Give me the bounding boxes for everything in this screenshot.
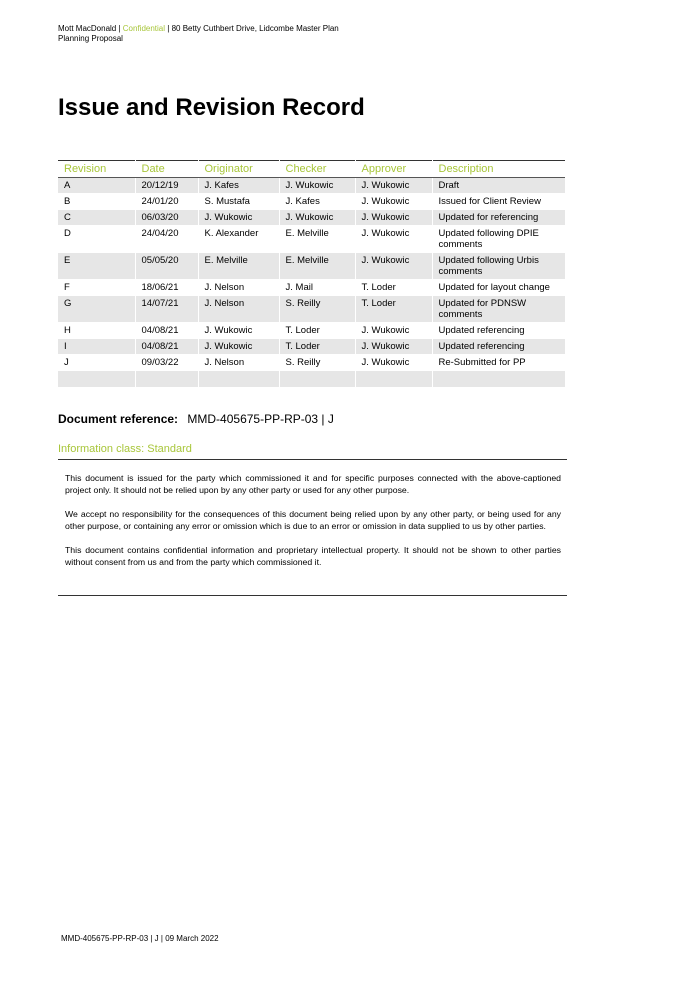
cell-revision: F: [58, 280, 135, 296]
cell-revision: D: [58, 226, 135, 253]
cell-description: Updated referencing: [432, 323, 565, 339]
cell-originator: J. Nelson: [198, 280, 279, 296]
cell-date: 05/05/20: [135, 253, 198, 280]
cell-revision: C: [58, 210, 135, 226]
disclaimer-paragraph: This document is issued for the party which commissioned it and for specific purposes connected with the above-captioned project only. It should not be relied upon by any other party or used for any other purpose.: [65, 473, 561, 495]
cell-description: Re-Submitted for PP: [432, 355, 565, 371]
cell-originator: J. Kafes: [198, 178, 279, 194]
cell-revision: A: [58, 178, 135, 194]
table-row: [58, 253, 565, 280]
cell-approver: J. Wukowic: [355, 178, 432, 194]
cell-revision: E: [58, 253, 135, 280]
cell-checker: J. Mail: [279, 280, 355, 296]
cell-originator: S. Mustafa: [198, 194, 279, 210]
disclaimer-paragraph: We accept no responsibility for the consequences of this document being relied upon by any other party, or being used for any other purpose, or containing any error or omission which is due to an error or omission in data supplied to us by other parties.: [65, 509, 561, 531]
cell-checker: J. Kafes: [279, 194, 355, 210]
table-row: [58, 178, 565, 194]
cell-date: 24/01/20: [135, 194, 198, 210]
cell-approver: J. Wukowic: [355, 210, 432, 226]
header-confidential: Confidential: [122, 24, 166, 33]
cell-description: Updated for layout change: [432, 280, 565, 296]
col-header-date: Date: [135, 161, 198, 178]
table-row: [58, 296, 565, 323]
cell-date: 24/04/20: [135, 226, 198, 253]
cell-checker: J. Wukowic: [279, 210, 355, 226]
table-row: [58, 226, 565, 253]
cell-originator: J. Nelson: [198, 296, 279, 323]
cell-approver: J. Wukowic: [355, 194, 432, 210]
col-header-checker: Checker: [279, 161, 355, 178]
cell-checker: J. Wukowic: [279, 178, 355, 194]
table-row: [58, 355, 565, 371]
cell-originator: E. Melville: [198, 253, 279, 280]
cell-revision: H: [58, 323, 135, 339]
cell-approver: T. Loder: [355, 296, 432, 323]
cell-revision: B: [58, 194, 135, 210]
cell-approver: J. Wukowic: [355, 323, 432, 339]
cell-description: Updated following Urbis comments: [432, 253, 565, 280]
col-header-approver: Approver: [355, 161, 432, 178]
cell-checker: E. Melville: [279, 226, 355, 253]
header-subtitle: Planning Proposal: [58, 34, 123, 43]
cell-originator: J. Wukowic: [198, 210, 279, 226]
disclaimer-paragraph: This document contains confidential information and proprietary intellectual property. It should not be shown to other parties without consent from us and from the party which commissioned it.: [65, 545, 561, 567]
table-header-row: [58, 161, 565, 178]
cell-checker: E. Melville: [279, 253, 355, 280]
cell-date: 04/08/21: [135, 339, 198, 355]
header-project: | 80 Betty Cuthbert Drive, Lidcombe Master Plan: [167, 24, 339, 33]
cell-originator: J. Wukowic: [198, 323, 279, 339]
document-reference-label: Document reference:: [58, 412, 179, 426]
cell-revision: I: [58, 339, 135, 355]
cell-date: 06/03/20: [135, 210, 198, 226]
cell-description: Updated following DPIE comments: [432, 226, 565, 253]
revision-table: [58, 160, 565, 388]
cell-date: 14/07/21: [135, 296, 198, 323]
cell-checker: S. Reilly: [279, 296, 355, 323]
cell-approver: J. Wukowic: [355, 339, 432, 355]
cell-description: Updated referencing: [432, 339, 565, 355]
cell-checker: T. Loder: [279, 323, 355, 339]
cell-description: Updated for PDNSW comments: [432, 296, 565, 323]
table-row-empty: [58, 371, 565, 388]
col-header-originator: Originator: [198, 161, 279, 178]
header-company: Mott MacDonald |: [58, 24, 121, 33]
table-row: [58, 194, 565, 210]
cell-originator: J. Nelson: [198, 355, 279, 371]
cell-checker: S. Reilly: [279, 355, 355, 371]
table-row: [58, 280, 565, 296]
table-row: [58, 210, 565, 226]
cell-date: 09/03/22: [135, 355, 198, 371]
header-line-1: [58, 24, 339, 34]
cell-date: 04/08/21: [135, 323, 198, 339]
cell-description: Draft: [432, 178, 565, 194]
cell-checker: T. Loder: [279, 339, 355, 355]
disclaimer-box: [58, 459, 567, 596]
cell-date: 20/12/19: [135, 178, 198, 194]
cell-revision: J: [58, 355, 135, 371]
col-header-description: Description: [432, 161, 565, 178]
cell-revision: G: [58, 296, 135, 323]
table-row: [58, 323, 565, 339]
cell-description: Issued for Client Review: [432, 194, 565, 210]
cell-description: Updated for referencing: [432, 210, 565, 226]
cell-date: 18/06/21: [135, 280, 198, 296]
page-header: [58, 24, 339, 44]
cell-originator: K. Alexander: [198, 226, 279, 253]
document-reference: [58, 412, 334, 426]
cell-originator: J. Wukowic: [198, 339, 279, 355]
cell-approver: J. Wukowic: [355, 355, 432, 371]
document-reference-value: MMD-405675-PP-RP-03 | J: [187, 412, 334, 426]
cell-approver: J. Wukowic: [355, 253, 432, 280]
col-header-revision: Revision: [58, 161, 135, 178]
information-class: Information class: Standard: [58, 443, 192, 455]
page-footer: MMD-405675-PP-RP-03 | J | 09 March 2022: [61, 934, 219, 943]
table-row: [58, 339, 565, 355]
cell-approver: J. Wukowic: [355, 226, 432, 253]
cell-approver: T. Loder: [355, 280, 432, 296]
page-title: Issue and Revision Record: [58, 94, 365, 121]
